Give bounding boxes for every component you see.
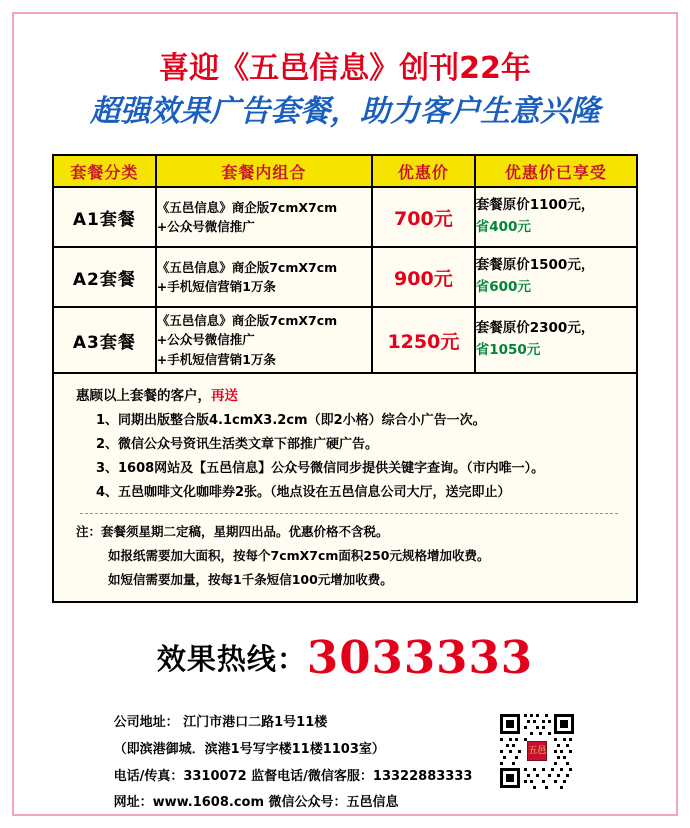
package-content-line: +公众号微信推广: [156, 219, 255, 234]
fineprint-line: 注：套餐须星期二定稿，星期四出品。优惠价格不含税。: [76, 524, 389, 540]
headline-block: [36, 50, 654, 132]
table-header-category: 套餐分类: [53, 155, 156, 187]
list-item: 五邑咖啡文化咖啡券2张。（地点设在五邑信息公司大厅，送完即止）: [118, 485, 511, 501]
package-original-price: 套餐原价1100元，: [475, 197, 595, 214]
package-table: [52, 154, 638, 374]
footer-line: 网址：www.1608.com 微信公众号：五邑信息: [113, 795, 399, 811]
footer-line: （即滨港御城．滨港1号写字楼11楼1103室）: [113, 742, 385, 758]
hotline-number: 3033333: [306, 631, 534, 685]
package-savings: [475, 187, 637, 247]
list-item: 1608网站及【五邑信息】公众号微信同步提供关键字查询。（市内唯一）。: [118, 461, 545, 477]
package-content-line: 《五邑信息》商企版7cmX7cm: [156, 199, 338, 215]
package-contents: [156, 247, 372, 307]
table-header-row: [53, 155, 637, 187]
package-price: 900元: [372, 247, 475, 307]
package-savings: [475, 307, 637, 373]
package-contents: [156, 307, 372, 373]
package-price: 1250元: [372, 307, 475, 373]
table-header-price: 优惠价: [372, 155, 475, 187]
package-content-line: 《五邑信息》商企版7cmX7cm: [156, 259, 338, 275]
package-contents: [156, 187, 372, 247]
fineprint-line: 如报纸需要加大面积，按每个7cmX7cm面积250元规格增加收费。: [108, 547, 490, 563]
package-content-line: +公众号微信推广: [156, 332, 255, 348]
headline-line-2: 超强效果广告套餐，助力客户生意兴隆: [90, 93, 600, 129]
notes-lead-text: 惠顾以上套餐的客户，: [76, 388, 211, 404]
list-item: 同期出版整合版4.1cmX3.2cm（即2小格）综合小广告一次。: [118, 413, 486, 428]
list-item: 微信公众号资讯生活类文章下部推广硬广告。: [118, 437, 379, 453]
package-content-line: +手机短信营销1万条: [156, 351, 276, 367]
hotline-block: [36, 631, 654, 684]
qr-code-icon: [498, 712, 576, 790]
poster-border: [12, 12, 678, 816]
table-row: [53, 247, 637, 307]
package-original-price: 套餐原价1500元，: [475, 257, 595, 274]
package-content-line: +手机短信营销1万条: [156, 279, 276, 294]
package-price: 700元: [372, 187, 475, 247]
package-name: A1套餐: [53, 187, 156, 247]
notes-lead-highlight: 再送: [211, 388, 238, 404]
notes-block: [52, 374, 638, 603]
table-row: [53, 187, 637, 247]
footer-line: 公司地址： 江门市港口二路1号11楼: [113, 715, 328, 731]
notes-divider: [80, 513, 618, 514]
headline-line-1: 喜迎《五邑信息》创刊22年: [159, 51, 531, 86]
package-savings: [475, 247, 637, 307]
footer-line: 电话/传真：3310072 监督电话/微信客服：13322883333: [113, 768, 473, 784]
poster-content: [14, 14, 676, 814]
fineprint-block: [76, 520, 622, 591]
package-saved-amount: 省1050元: [475, 342, 541, 358]
table-header-savings: 优惠价已享受: [475, 155, 637, 187]
qr-center-logo: 五邑: [527, 741, 547, 761]
package-original-price: 套餐原价2300元，: [475, 320, 595, 337]
package-name: A2套餐: [53, 247, 156, 307]
notes-list: [80, 409, 622, 505]
table-row: [53, 307, 637, 373]
package-saved-amount: 省600元: [475, 279, 531, 295]
notes-lead: [76, 384, 622, 404]
footer-block: [36, 708, 654, 817]
fineprint-line: 如短信需要加量，按每1千条短信100元增加收费。: [108, 571, 393, 587]
package-content-line: 《五邑信息》商企版7cmX7cm: [156, 312, 338, 328]
table-header-contents: 套餐内组合: [156, 155, 372, 187]
footer-contact: [114, 708, 473, 817]
package-saved-amount: 省400元: [475, 219, 531, 235]
package-name: A3套餐: [53, 307, 156, 373]
hotline-label: 效果热线：: [156, 642, 307, 677]
